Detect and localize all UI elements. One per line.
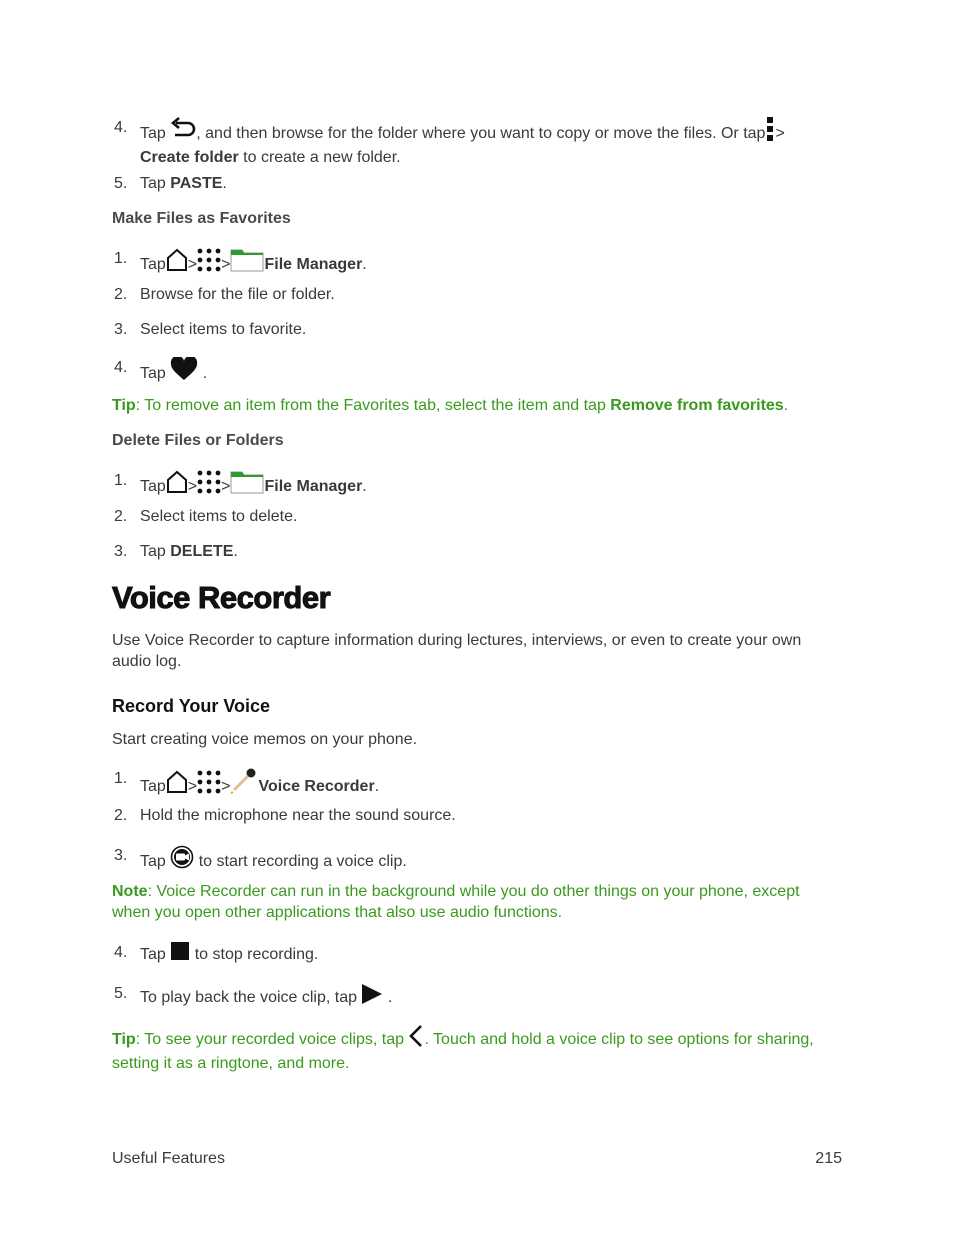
tap-label: Tap [140,365,166,382]
delete-heading: Delete Files or Folders [112,432,284,449]
tip-text: : To remove an item from the Favorites tab, select the item and tap [135,397,611,414]
step-text: Select items to delete. [140,508,298,525]
section-title: Voice Recorder [112,580,331,615]
voice-sub-intro: Start creating voice memos on your phone. [112,731,418,748]
microphone-icon [230,768,258,800]
back-arrow-icon [170,117,196,147]
favorites-step-3 [112,319,854,340]
voice-step-3 [112,845,854,875]
punct: . [387,989,393,1006]
favorites-tip [112,395,842,416]
step-number: 1. [114,472,128,489]
create-folder-label: Create folder [140,149,239,166]
copy-step-4 [112,117,854,168]
step-number: 5. [114,985,128,1002]
home-icon [166,470,188,500]
voice-step-5 [112,983,854,1011]
tap-label: Tap [140,256,166,273]
note-text: : Voice Recorder can run in the background while you do other things on your phone, except when you open other applications that also use audio functions. [112,883,800,921]
voice-tip [112,1025,842,1074]
record-icon [170,845,194,875]
voice-step-2 [112,805,854,826]
tip-label: Tip [112,1031,136,1048]
step-number: 1. [114,250,128,267]
step-text: Browse for the file or folder. [140,286,335,303]
arrow-separator: > [187,256,198,273]
step-text: To play back the voice clip, tap [140,989,358,1006]
tip-text: : To see your recorded voice clips, tap [135,1031,404,1048]
arrow-separator: > [221,256,231,273]
punct: . [222,175,227,192]
punct: . [202,365,208,382]
punct: . [233,543,238,560]
folder-icon [230,470,264,500]
menu-dots-icon [765,117,775,147]
delete-step-2 [112,506,854,527]
arrow-separator: > [775,125,785,142]
step-text: Hold the microphone near the sound source. [140,807,456,824]
page-number: 215 [815,1150,842,1167]
step-number: 2. [114,286,128,303]
voice-intro: Use Voice Recorder to capture information during lectures, interviews, or even to create your own audio log. [112,632,802,670]
file-manager-label: File Manager [264,478,363,495]
apps-grid-icon [197,470,221,500]
step-number: 3. [114,847,128,864]
play-icon [361,983,383,1011]
tap-label: Tap [140,543,166,560]
favorites-step-4 [112,357,854,387]
back-chevron-icon [408,1025,424,1053]
punct: . [374,778,380,795]
tap-label: Tap [140,125,166,142]
folder-icon [230,248,264,278]
tap-label: Tap [140,478,166,495]
arrow-separator: > [187,778,198,795]
favorites-step-1 [112,248,854,278]
apps-grid-icon [197,770,221,800]
heart-icon [170,357,198,387]
step-number: 3. [114,321,128,338]
note-label: Note [112,883,148,900]
step-number: 4. [114,944,128,961]
step-text: to start recording a voice clip. [198,853,407,870]
step-number: 4. [114,119,128,136]
step-number: 5. [114,175,128,192]
punct: . [362,478,367,495]
delete-label: DELETE [170,543,234,560]
arrow-separator: > [221,478,231,495]
step-number: 1. [114,770,128,787]
favorites-heading: Make Files as Favorites [112,210,291,227]
footer-section: Useful Features [112,1150,225,1167]
step-number: 2. [114,508,128,525]
step-number: 4. [114,359,128,376]
subsection-title: Record Your Voice [112,696,271,716]
tap-label: Tap [140,946,166,963]
step-text: Select items to favorite. [140,321,307,338]
step-text: to create a new folder. [238,149,401,166]
tap-label: Tap [140,853,166,870]
tip-label: Tip [112,397,136,414]
favorites-step-2 [112,284,854,305]
delete-step-1 [112,470,854,500]
punct: . [362,256,367,273]
step-text: to stop recording. [194,946,319,963]
tap-label: Tap [140,778,166,795]
tap-label: Tap [140,175,166,192]
copy-step-5 [112,173,854,194]
paste-label: PASTE [170,175,223,192]
voice-note [112,881,842,923]
file-manager-label: File Manager [264,256,363,273]
apps-grid-icon [197,248,221,278]
arrow-separator: > [221,778,231,795]
home-icon [166,248,188,278]
delete-step-3 [112,541,854,562]
arrow-separator: > [187,478,198,495]
voice-step-1 [112,768,854,800]
remove-favorites-label: Remove from favorites [610,397,784,414]
home-icon [166,770,188,800]
punct: . [783,397,789,414]
step-number: 3. [114,543,128,560]
step-text: , and then browse for the folder where you want to copy or move the files. Or tap [196,125,766,142]
step-number: 2. [114,807,128,824]
voice-step-4 [112,942,854,968]
tip-text: . Touch and hold a voice clip to see options for sharing, setting it as a ringtone, and more. [112,1031,814,1072]
stop-icon [170,942,190,968]
voice-recorder-label: Voice Recorder [258,778,375,795]
